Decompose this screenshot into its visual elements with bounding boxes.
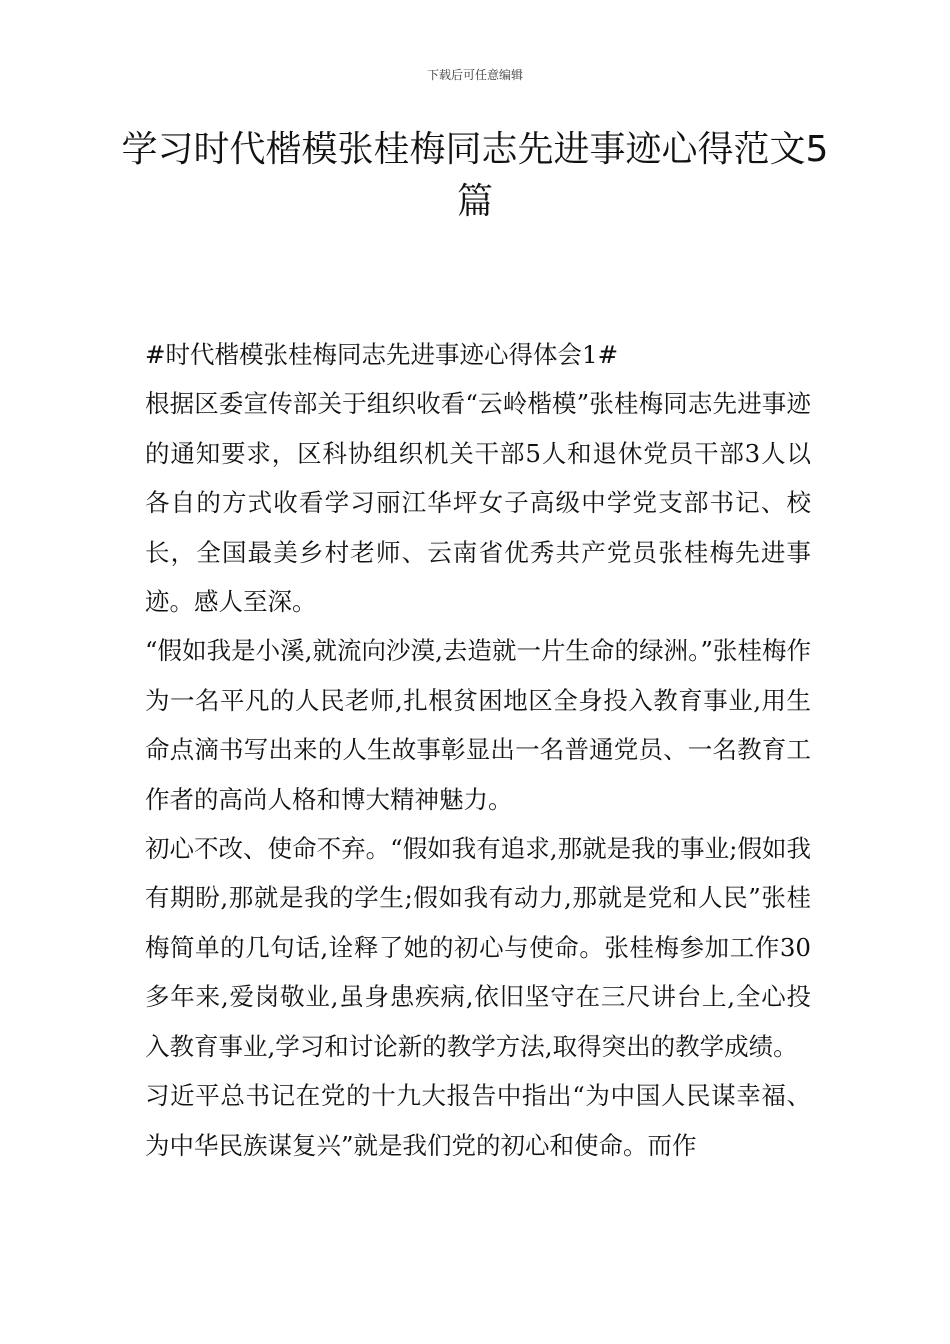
paragraph-2: “假如我是小溪,就流向沙漠,去造就一片生命的绿洲。”张桂梅作为一名平凡的人民老师,扎根贫困地区全身投入教育事业,用生命点滴书写出来的人生故事彰显出一名普通党员、一名教育工作者的高尚人格和博大精神魅力。 xyxy=(145,636,811,814)
document-title: 学习时代楷模张桂梅同志先进事迹心得范文5篇 xyxy=(121,129,829,222)
paragraph-3: 初心不改、使命不弃。“假如我有追求,那就是我的事业;假如我有期盼,那就是我的学生;假如我有动力,那就是党和人民”张桂梅简单的几句话,诠释了她的初心与使命。张桂梅参加工作30多年来,爱岗敬业,虽身患疾病,依旧坚守在三尺讲台上,全心投入教育事业,学习和讨论新的教学方法,取得突出的教学成绩。 xyxy=(145,834,811,1061)
paragraph-1: 根据区委宣传部关于组织收看“云岭楷模”张桂梅同志先进事迹的通知要求，区科协组织机关干部5人和退休党员干部3人以各自的方式收看学习丽江华坪女子高级中学党支部书记、校长，全国最美乡村老师、云南省优秀共产党员张桂梅先进事迹。感人至深。 xyxy=(145,389,811,617)
paragraph-4: 习近平总书记在党的十九大报告中指出“为中国人民谋幸福、为中华民族谋复兴”就是我们党的初心和使命。而作 xyxy=(145,1081,811,1160)
header-note: 下载后可任意编辑 xyxy=(426,68,523,82)
section-heading: #时代楷模张桂梅同志先进事迹心得体会1# xyxy=(145,340,619,369)
document-body xyxy=(145,330,811,1170)
